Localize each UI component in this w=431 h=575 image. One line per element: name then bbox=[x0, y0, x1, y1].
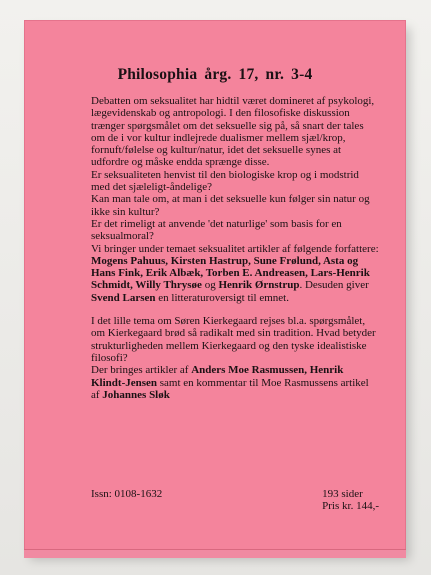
page-count: 193 sider bbox=[322, 488, 363, 500]
question-1: Er seksualiteten henvist til den biologiske krop og i modstrid med det sjæleligt-åndelige? bbox=[91, 168, 359, 194]
price: Pris kr. 144,- bbox=[322, 500, 379, 513]
intro-paragraph: Debatten om seksualitet har hidtil været domineret af psykologi, lægevidenskab og antropologi. I den filosofiske diskussion trænger spørgsmålet om det seksuelle sig på, så snart der tales om de i vor kultur indlejrede dualismer mellem sjæl/krop, fornuft/følelse og kultur/natur, idet det seksuelle synes at udfordre og måske endda sprænge disse. bbox=[91, 95, 375, 169]
issn-number: Issn: 0108-1632 bbox=[91, 488, 163, 500]
kierkegaard-authors-paragraph: Der bringes artikler af Anders Moe Rasmussen, Henrik Klindt-Jensen samt en kommentar til Moe Rasmussens artikel af Johannes Sløk bbox=[91, 364, 369, 401]
commentary-author: Johannes Sløk bbox=[102, 388, 170, 401]
book-back-cover bbox=[24, 20, 406, 556]
kierkegaard-paragraph: I det lille tema om Søren Kierkegaard rejses bl.a. spørgsmålet, om Kierkegaard brød så radikalt med sin tradition. Hvad betyder strukturligheden mellem Kierkegaard og den tyske idealistiske filosofi? bbox=[91, 315, 376, 364]
review-author: Svend Larsen bbox=[91, 291, 156, 304]
kierkegaard-author-names: Anders Moe Rasmussen, Henrik Klindt-Jensen bbox=[91, 364, 344, 389]
question-3: Er det rimeligt at anvende 'det naturlige' som basis for en seksualmoral? bbox=[91, 217, 342, 243]
journal-title: Philosophia årg. 17, nr. 3-4 bbox=[117, 66, 313, 83]
author-name-last: Henrik Ørnstrup bbox=[218, 279, 300, 292]
book-meta bbox=[322, 488, 379, 513]
question-2: Kan man tale om, at man i det seksuelle kun følger sin natur og ikke sin kultur? bbox=[91, 193, 370, 218]
page-edge bbox=[24, 549, 406, 558]
description-text bbox=[91, 95, 379, 401]
author-names: Mogens Pahuus, Kirsten Hastrup, Sune Frølund, Asta og Hans Fink, Erik Albæk, Torben E. Andreasen, Lars-Henrik Schmidt, Willy Thrysøe bbox=[91, 254, 370, 292]
authors-paragraph: Vi bringer under temaet seksualitet artikler af følgende forfattere: Mogens Pahuus, Kirsten Hastrup, Sune Frølund, Asta og Hans Fink, Erik Albæk, Torben E. Andreasen, Lars-Henrik Schmidt, Willy Thrysøe og Henrik Ørnstrup. Desuden giver Svend Larsen en litteraturoversigt til emnet. bbox=[91, 242, 379, 304]
